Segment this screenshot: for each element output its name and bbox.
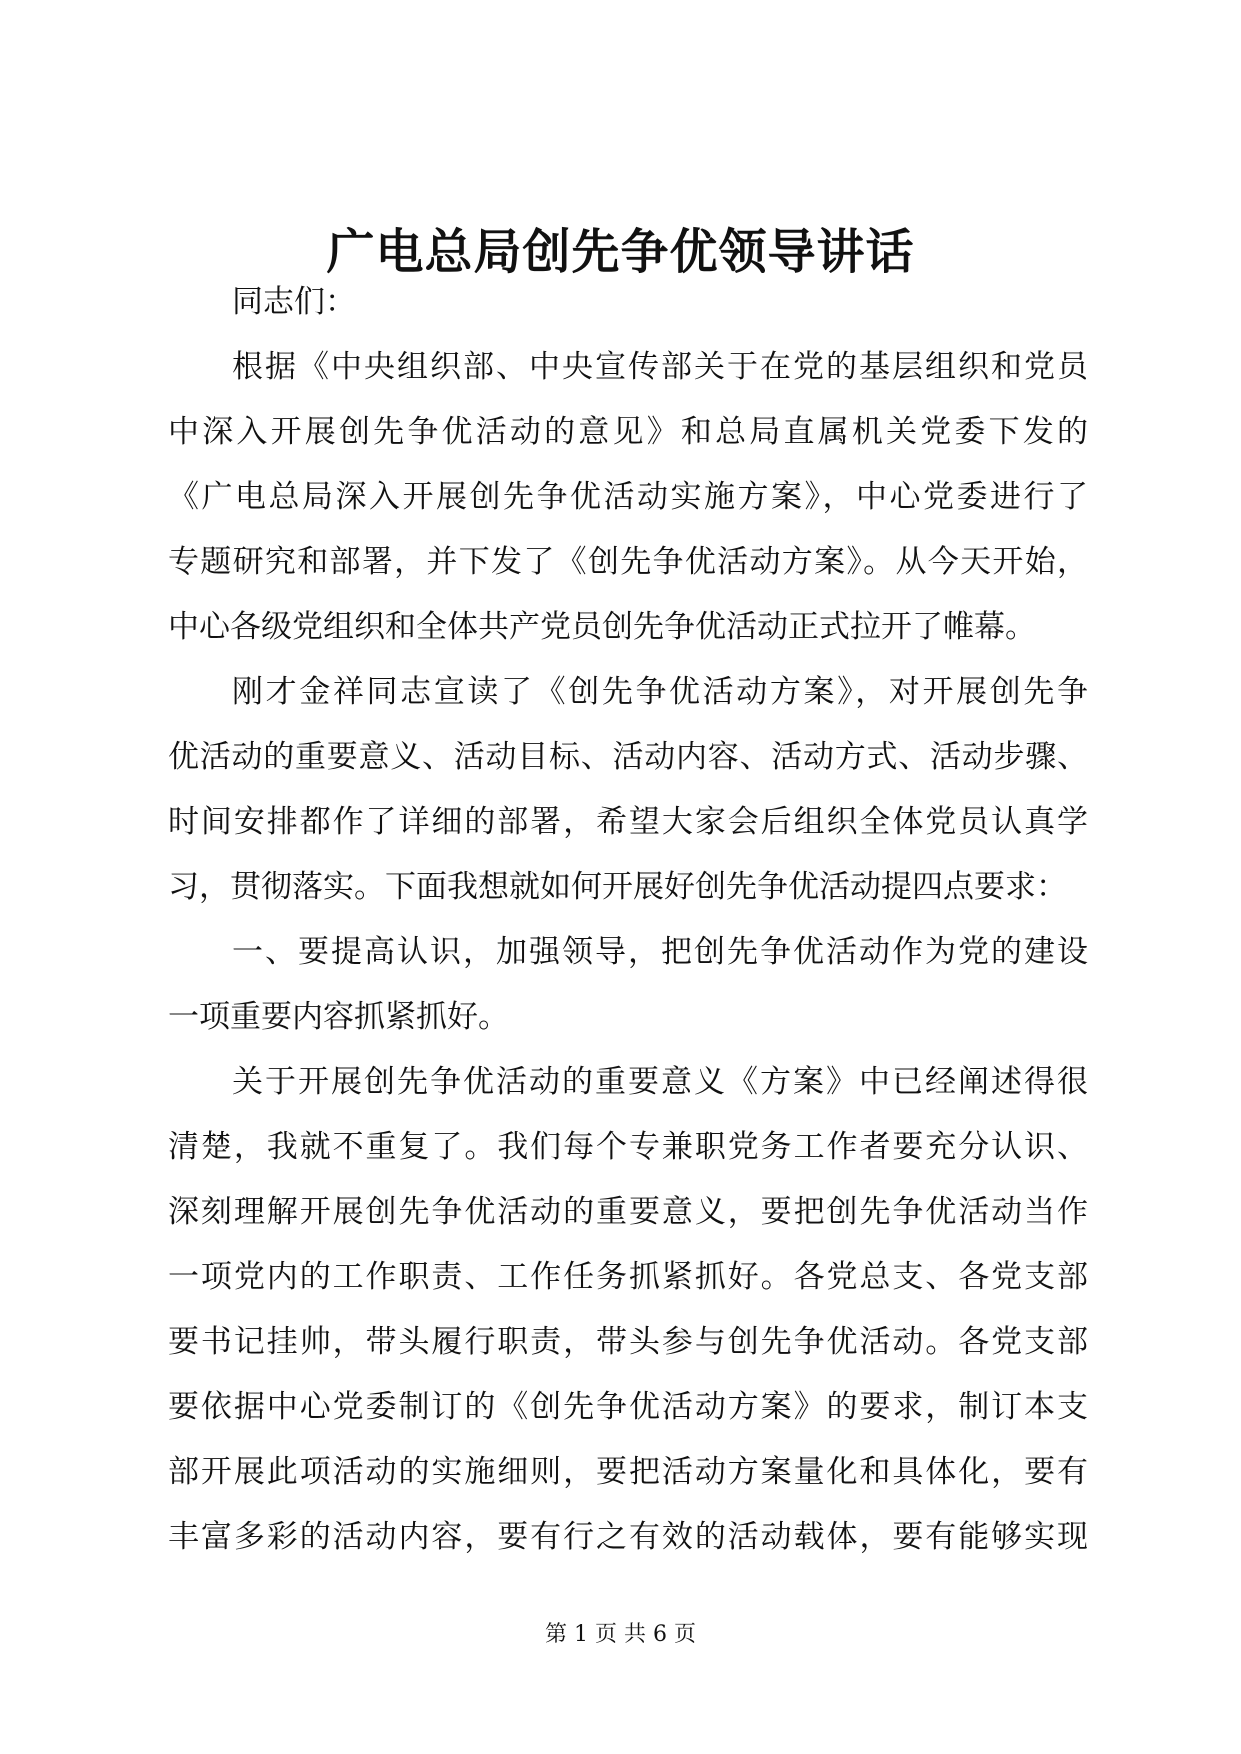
paragraph-line: 根据《中央组织部、中央宣传部关于在党的基层组织和党员 xyxy=(232,349,1088,385)
paragraph-line: 中心各级党组织和全体共产党员创先争优活动正式拉开了帷幕。 xyxy=(168,609,1036,645)
paragraph-line: 时间安排都作了详细的部署，希望大家会后组织全体党员认真学 xyxy=(168,804,1088,840)
paragraph-line: 一项党内的工作职责、工作任务抓紧抓好。各党总支、各党支部 xyxy=(168,1259,1088,1295)
paragraph-line: 丰富多彩的活动内容，要有行之有效的活动载体，要有能够实现 xyxy=(168,1519,1088,1555)
paragraph-line: 《广电总局深入开展创先争优活动实施方案》，中心党委进行了 xyxy=(168,479,1088,515)
document-title: 广电总局创先争优领导讲话 xyxy=(326,224,915,280)
paragraph-line: 部开展此项活动的实施细则，要把活动方案量化和具体化，要有 xyxy=(168,1454,1088,1490)
salutation: 同志们： xyxy=(232,284,356,320)
paragraph-line: 要书记挂帅，带头履行职责，带头参与创先争优活动。各党支部 xyxy=(168,1324,1088,1360)
paragraph-line: 专题研究和部署，并下发了《创先争优活动方案》。从今天开始， xyxy=(168,544,1088,580)
paragraph-line: 深刻理解开展创先争优活动的重要意义，要把创先争优活动当作 xyxy=(168,1194,1088,1230)
page-number: 第 1 页 共 6 页 xyxy=(545,1622,696,1647)
paragraph-line: 刚才金祥同志宣读了《创先争优活动方案》，对开展创先争 xyxy=(232,674,1088,710)
heading-line: 一、要提高认识，加强领导，把创先争优活动作为党的建设 xyxy=(232,934,1088,970)
paragraph-line: 清楚，我就不重复了。我们每个专兼职党务工作者要充分认识、 xyxy=(168,1129,1088,1165)
document-body xyxy=(168,270,1088,1570)
paragraph-line: 优活动的重要意义、活动目标、活动内容、活动方式、活动步骤、 xyxy=(168,739,1088,775)
heading-line: 一项重要内容抓紧抓好。 xyxy=(168,999,509,1035)
paragraph-line: 关于开展创先争优活动的重要意义《方案》中已经阐述得很 xyxy=(232,1064,1088,1100)
paragraph-line: 要依据中心党委制订的《创先争优活动方案》的要求，制订本支 xyxy=(168,1389,1088,1425)
paragraph-line: 习，贯彻落实。下面我想就如何开展好创先争优活动提四点要求： xyxy=(168,869,1067,905)
paragraph-line: 中深入开展创先争优活动的意见》和总局直属机关党委下发的 xyxy=(168,414,1088,450)
